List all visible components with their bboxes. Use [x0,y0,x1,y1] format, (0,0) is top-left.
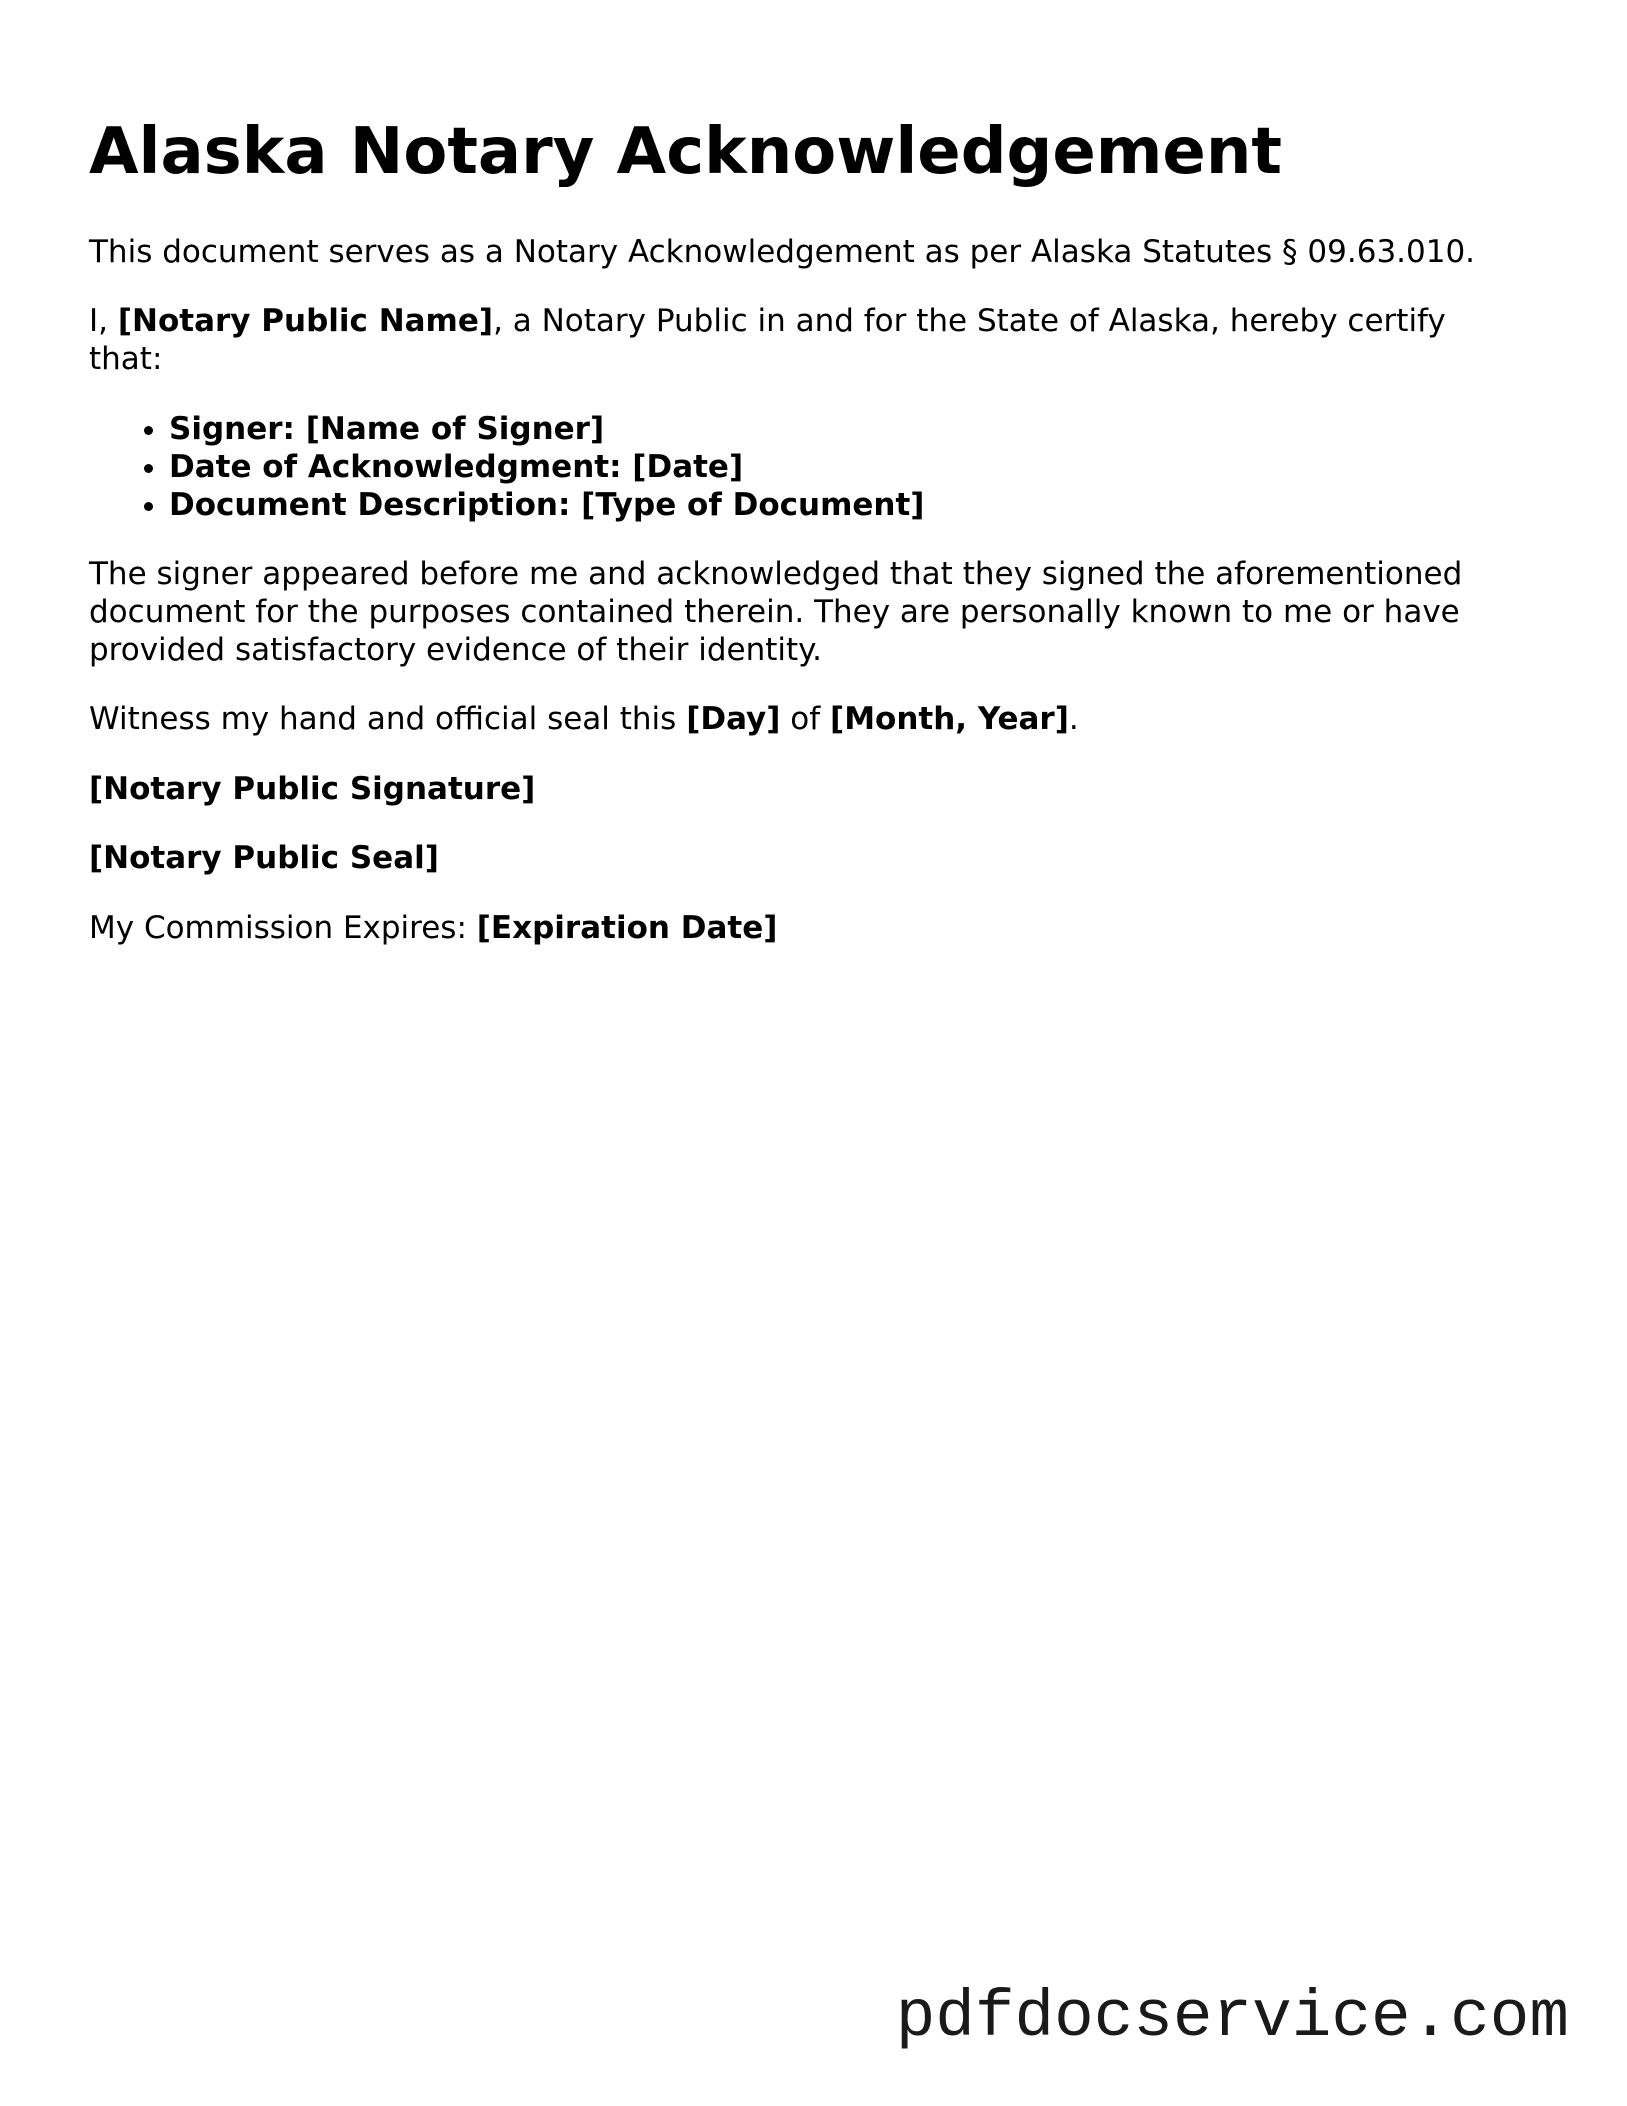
notary-name-placeholder: [Notary Public Name] [117,303,494,339]
witness-middle: of [780,701,831,737]
expiration-date-placeholder: [Expiration Date] [476,910,778,946]
month-year-placeholder: [Month, Year] [830,701,1069,737]
certify-prefix: I, [89,303,118,339]
detail-date: • Date of Acknowledgment: [Date] [169,448,924,486]
certify-paragraph [89,302,1529,378]
commission-label: My Commission Expires: [89,910,477,946]
signature-placeholder: [Notary Public Signature] [89,771,536,807]
witness-suffix: . [1068,701,1079,737]
witness-prefix: Witness my hand and official seal this [89,701,687,737]
detail-signer: • Signer: [Name of Signer] [169,410,924,448]
witness-paragraph [89,700,1529,738]
acknowledgment-details-list [89,410,924,524]
intro-paragraph: This document serves as a Notary Acknowledgement as per Alaska Statutes § 09.63.010. [89,234,1476,270]
watermark-text: pdfdocservice.com [895,1980,1569,2055]
commission-paragraph [89,909,1529,947]
statement-paragraph: The signer appeared before me and acknowledged that they signed the aforementioned document for the purposes contained therein. They are personally known to me or have provided satisfactory evidence of their identity. [89,556,1463,668]
detail-document-description: • Document Description: [Type of Document] [169,486,924,524]
document-title: Alaska Notary Acknowledgement [89,115,1282,189]
day-placeholder: [Day] [686,701,781,737]
seal-placeholder: [Notary Public Seal] [89,840,439,876]
certify-suffix: , a Notary Public in and for the State of Alaska, hereby certify that: [89,303,1446,377]
